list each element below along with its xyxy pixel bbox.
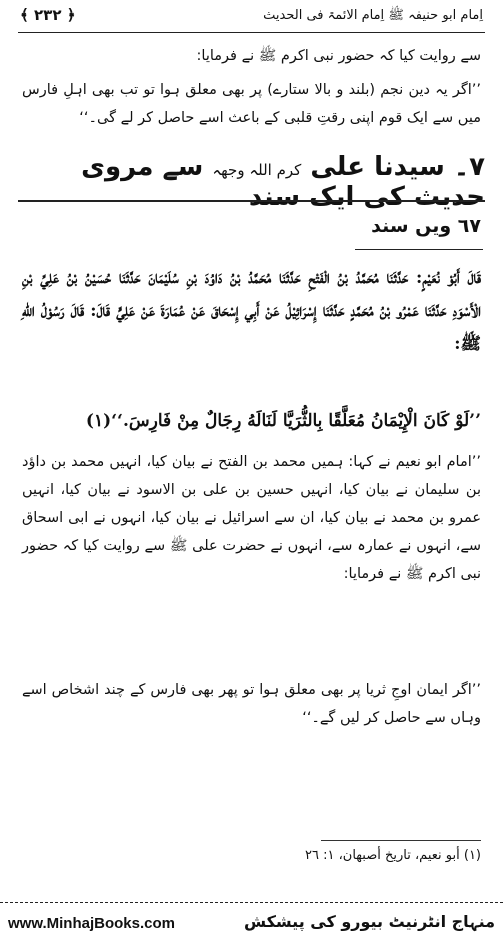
header-divider <box>18 32 485 33</box>
footer-divider <box>0 902 503 903</box>
page-header <box>20 4 483 30</box>
section-underline <box>18 200 485 202</box>
quote-1: ’’اگر یہ دین نجم (بلند و بالا ستارے) پر بھی معلق ہوا تو تب بھی اہلِ فارس میں سے ایک قوم اپنی رقتِ قلبی کے باعث اسے حاصل کر لے گی۔‘‘ <box>22 82 481 126</box>
quote-2: ’’اگر ایمان اوجِ ثریا پر بھی معلق ہوا تو پھر بھی فارس کے چند اشخاص اسے وہاں سے حاصل کر لیں گے۔‘‘ <box>22 682 481 726</box>
running-title: اِمام ابو حنیفہ ﷺ اِمام الائمۃ فی الحدیث <box>263 8 483 23</box>
intro-line: سے روایت کیا کہ حضور نبی اکرم ﷺ نے فرمایا: <box>196 48 481 64</box>
section-rest: سے مروی حدیث کی ایک سند <box>81 152 485 212</box>
page-number: ﴿ ٢٣٢ ﴾ <box>20 6 76 24</box>
chain-heading: ٦٧ ویں سند <box>371 215 481 237</box>
footnote: (١) أبو نعيم، تاريخ أصبهان، ١: ٢٦ <box>304 848 481 863</box>
website-link[interactable]: www.MinhajBooks.com <box>8 915 175 932</box>
section-heading <box>18 152 485 212</box>
section-number: ٧۔ <box>453 152 485 182</box>
hadith-text: ’’لَوْ كَانَ الْإِيْمَانُ مُعَلَّقًا بِالثُّرَيَّا لَنَالَهُ رِجَالٌ مِنْ فَارِسَ.‘‘(١) <box>85 411 481 431</box>
arabic-chain: قَالَ أَبُوْ نُعَيْمٍ: حَدَّثَنَا مُحَمَّدُ بْنُ الْفَتْحِ حَدَّثَنَا مُحَمَّدُ بْنُ دَاوُدَ بْنِ سُلَيْمَانَ حَدَّثَنَا حُسَيْنُ بْنُ عَلِيِّ بْنِ الْأَسْوَدِ حَدَّثَنَا عَمْرُو بْنُ مُحَمَّدٍ حَدَّثَنَا إِسْرَائِيْلُ عَنْ أَبِي إِسْحَاقَ عَنْ عُمَارَةَ عَنْ عَلِيٍّ قَالَ: قَالَ رَسُوْلُ اللهِ ﷺ: <box>22 268 481 354</box>
publisher-credit: منہاج انٹرنیٹ بیورو کی پیشکش <box>243 912 495 931</box>
chain-underline <box>355 249 483 250</box>
footnote-divider <box>321 840 481 841</box>
section-honorific: کرم اللہ وجھہ <box>212 161 302 179</box>
urdu-translation: ’’امام ابو نعیم نے کہا: ہمیں محمد بن الفتح نے بیان کیا، انہیں محمد بن داؤد بن سلیمان نے بیان کیا، انہیں حسین بن علی بن الاسود نے بیان کیا، انہیں عمرو بن محمد نے بیان کیا، ان سے اسرائیل نے بیان کیا، انہوں نے ابی اسحاق سے، انہوں نے عمارہ سے، انہوں نے حضرت علی ﷺ سے روایت کیا کہ حضور نبی اکرم ﷺ نے فرمایا: <box>22 454 481 582</box>
section-name: سیدنا علی <box>310 152 445 182</box>
